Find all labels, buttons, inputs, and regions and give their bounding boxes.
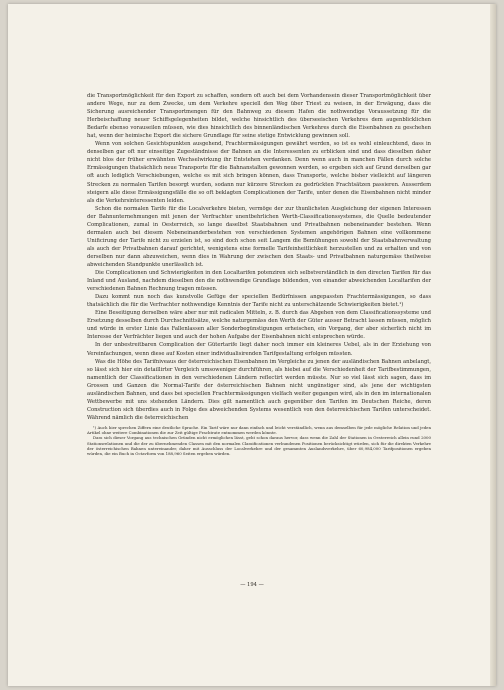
paragraph: Was die Höhe des Tarifniveaus der österreichischen Eisenbahnen im Vergleiche zu jenen der ausländischen Bahnen anbelangt, so lässt sich hier ein detaillirter Vergleich umsoweniger durchführen, als hiebei auf die Verschiedenheit der Tarifbestimmungen, namentlich der Classificationen in den verschiedenen Ländern reflectirt werden müsste. Nur so viel lässt sich sagen, dass im Grossen und Ganzen die Normal-Tarife der österreichischen Bahnen nicht ungünstiger sind, als jene der wichtigsten ausländischen Bahnen, und dass bei speciellen Frachtermässigungen vielfach weiter gegangen wird, als in den im internationalen Wettbewerbe mit uns stehenden Ländern. Dies gilt namentlich auch gegenüber den Tarifen im Deutschen Reiche, deren Construction sich überdies auch in Folge des abweichenden Systems wesentlich von den österreichischen Tarifen unterscheidet. Während nämlich die österreichischen — [87, 358, 431, 421]
footnotes — [87, 424, 431, 456]
paragraph: Die Complicationen und Schwierigkeiten in den Localtarifen potenziren sich selbstverständlich in den directen Tarifen für das Inland und Ausland, nachdem dieselben den die nothwendige Grundlage bildenden, von einander abweichenden Localtarifen der verschiedenen Bahnen Rechnung tragen müssen. — [87, 270, 431, 293]
paragraph: In der unbestreitbaren Complication der Gütertarife liegt daher noch immer ein kleineres Uebel, als in der Erziehung von Vereinfachungen, wenn diese auf Kosten einer individualisirenden Tarifgestaltung erfolgen müssten. — [87, 342, 431, 357]
page-number: — 194 — — [240, 582, 264, 588]
paragraph: Eine Beseitigung derselben wäre aber nur mit radicalen Mitteln, z. B. durch das Abgehen von dem Classificationssysteme und Ersetzung desselben durch Durchschnittsätze, welche naturgemäss den Werth der Güter ausser Betracht lassen müssen, möglich und würde in erster Linie das Fallenlassen aller Sonderbegünstigungen erheischen, ein Vorgang, der aber sicherlich nicht im Interesse der Verfrächter liegen und auch der hohen Aufgabe der Eisenbahnen nicht entsprechen würde. — [87, 310, 431, 341]
book-page — [8, 4, 496, 686]
footnote: ¹) Auch hier sprechen Ziffern eine deutliche Sprache. Ein Tarif wäre nur dann einfach und leicht verständlich, wenn aus demselben für jede mögliche Relation und jeden Artikel ohne weitere Combinationen die zur Zeit gültige Frachtrate entnommen werden könnte. — [87, 424, 431, 436]
paragraph: Schon die normalen Tarife für die Localverkehre bieten, vermöge der zur thunlichsten Ausgleichung der eigenen Interessen der Bahnunternehmungen mit jenen der Verfrachter unentbehrlichen Werth-Classificationssystemes, die Quelle bedeutender Complicationen, zumal in Oesterreich, so lange daselbst Staatsbahnen und Privatbahnen nebeneinander bestehen. Wenn dermalen auch bei diesem Nebeneinanderbestehen von verschiedenen Systemen angehörigen Bahnen eine vollkommene Unificirung der Tarife nicht zu erzielen ist, so sind doch schon seit Langem die Bemühungen sowohl der Staatsbahnverwaltung als auch der Privatbahnen darauf gerichtet, wenigstens eine formelle Tarifeinheitlichkeit herzustellen und zu erhalten und von derselben nur dann abzuweichen, wenn dies in Wahrung der zwischen den Staats- und Privatbahnen naturgemäss theilweise abweichenden Standpunkte unerlässlich ist. — [87, 205, 431, 268]
footnote: Dass sich dieser Vorgang aus technischen Gründen nicht ermöglichen lässt, geht schon daraus hervor, dass wenn die Zahl der Stationen in Oesterreich allein rund 2000 Stationsrelationen und die der zu übernehmenden Classen mit den normalen Classificationen verbundenen Positionen berücksichtigt würden, sich für die direkten Verkehre der österreichischen Bahnen untereinander, daher mit Ausschluss der Localverkehre und der gesammten Auslandsverkehre, über 60,984,000 Tarifpositionen ergeben würden, die ein Buch in Octavform von 188,960 Seiten ergeben würden. — [87, 435, 431, 456]
paragraph: Dazu kommt nun noch das kunstvolle Gefüge der speciellen Bedürfnissen angepassten Frachtermässigungen, so dass thatsächlich die für die Verfrachter nothwendige Kenntnis der Tarife nicht zu unterschätzende Schwierigkeiten bietet.¹) — [87, 294, 431, 309]
paragraph: die Transportmöglichkeit für den Export zu schaffen, sondern oft auch bei dem Vorhandensein dieser Transportmöglichkeit über andere Wege, nur zu dem Zwecke, um dem Verkehre speciell den Weg über Triest zu weisen, in der Erwägung, dass die Sicherung ausreichender Transportmengen für den Bahnweg zu diesem Hafen die nothwendige Voraussetzung für die Herbeischaffung neuer Schiffsgelegenheiten bildet, welche hinsichtlich des überseeischen Verkehres dem augenblicklichen Bedarfe ebenso vorauseilen müssen, wie dies hinsichtlich des binnenländischen Verkehres durch die Eisenbahnen zu geschehen hat, wenn der heimische Export die sichere Grundlage für seine stetige Entwicklung gewinnen soll. — [87, 93, 431, 140]
body-text — [87, 92, 431, 456]
paragraph: Wenn von solchen Gesichtspunkten ausgehend, Frachtermässigungen gewährt werden, so ist es wohl einleuchtend, dass in denselben gar oft nur einseitige Zugeständnisse der Bahnen an die Interessenten zu erblicken sind und dass dieselben daher nicht blos der früher erwähnten Wechselwirkung ihr Entstehen verdanken. Denn wenn auch in manchen Fällen durch solche Ermässigungen thatsächlich neue Transporte für die Bahnanstalten gewonnen werden, so ergeben sich auf Grund derselben gar oft auch lediglich Verschiebungen, welche es mit sich bringen können, dass Transporte, welche bisher vielleicht auf längeren Strecken zu normalen Tarifen besorgt wurden, sodann nur kürzere Strecken zu gedrückten Frachtsätzen passieren. Ausserdem steigern alle diese Ermässigungsfälle die so oft beklagten Complicationen der Tarife, unter denen die Eisenbahnen nicht minder als die Verkehrsinteressenten leiden. — [87, 141, 431, 204]
